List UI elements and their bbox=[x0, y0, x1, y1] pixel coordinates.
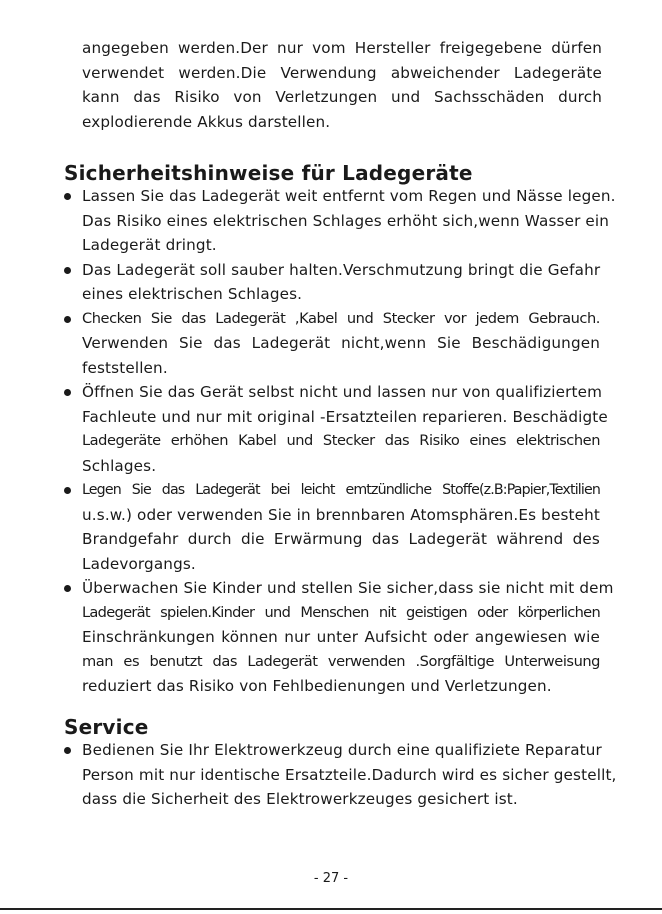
bullet-icon bbox=[64, 747, 71, 754]
intro-paragraph bbox=[82, 36, 602, 134]
list-item-line: Lassen Sie das Ladegerät weit entfernt vom Regen und Nässe legen. bbox=[82, 187, 616, 205]
page-number: - 27 - bbox=[313, 871, 349, 886]
bullet-icon bbox=[64, 316, 71, 323]
list-item-line: Ladegerät spielen.Kinder und Menschen nit geistigen oder körperlichen bbox=[82, 603, 600, 621]
list-item-line: reduziert das Risiko von Fehlbedienungen und Verletzungen. bbox=[82, 677, 552, 695]
list-item-line: dass die Sicherheit des Elektrowerkzeuges gesichert ist. bbox=[82, 790, 518, 808]
bullet-icon bbox=[64, 193, 71, 200]
list-item-line: Öffnen Sie das Gerät selbst nicht und lassen nur von qualifiziertem bbox=[82, 383, 603, 401]
intro-line: kann das Risiko von Verletzungen und Sachsschäden durch bbox=[82, 88, 602, 106]
list-item-line: Ladevorgangs. bbox=[82, 554, 196, 573]
list-item bbox=[64, 478, 600, 576]
list-item-line: Bedienen Sie Ihr Elektrowerkzeug durch eine qualifiziete Reparatur bbox=[82, 741, 602, 759]
list-item-line: man es benutzt das Ladegerät verwenden .Sorgfältige Unterweisung bbox=[82, 652, 600, 670]
list-item-line: Schlages. bbox=[82, 456, 157, 475]
list-item bbox=[64, 738, 617, 812]
list-item-line: Das Ladegerät soll sauber halten.Verschmutzung bringt die Gefahr bbox=[82, 260, 601, 279]
bullet-icon bbox=[64, 487, 71, 494]
list-item-line: Verwenden Sie das Ladegerät nicht,wenn Sie Beschädigungen bbox=[82, 334, 600, 352]
list-item-line: Brandgefahr durch die Erwärmung das Ladegerät während des bbox=[82, 530, 600, 548]
intro-line: verwendet werden.Die Verwendung abweichender Ladegeräte bbox=[82, 63, 602, 82]
list-item-line: Fachleute und nur mit original -Ersatzteilen reparieren. Beschädigte bbox=[82, 407, 608, 426]
list-item-line: Checken Sie das Ladegerät ,Kabel und Stecker vor jedem Gebrauch. bbox=[82, 309, 600, 327]
list-item-line: Einschränkungen können nur unter Aufsicht oder angewiesen wie bbox=[82, 628, 600, 646]
list-item bbox=[64, 184, 616, 258]
intro-line: explodierende Akkus darstellen. bbox=[82, 112, 331, 131]
list-item-line: Person mit nur identische Ersatzteile.Dadurch wird es sicher gestellt, bbox=[82, 765, 617, 784]
section-heading-charger-safety: Sicherheitshinweise für Ladegeräte bbox=[64, 161, 473, 185]
list-item bbox=[64, 576, 614, 699]
list-item bbox=[64, 258, 600, 307]
list-item bbox=[64, 380, 608, 478]
list-item bbox=[64, 307, 600, 381]
list-item-line: Legen Sie das Ladegerät bei leicht emtzündliche Stoffe(z.B:Papier,Textilien bbox=[82, 482, 600, 498]
bullet-icon bbox=[64, 267, 71, 274]
list-item-line: Überwachen Sie Kinder und stellen Sie sicher,dass sie nicht mit dem bbox=[82, 579, 614, 597]
charger-safety-list bbox=[64, 184, 616, 699]
section-heading-service: Service bbox=[64, 715, 149, 739]
list-item-line: feststellen. bbox=[82, 358, 168, 377]
bottom-divider bbox=[0, 908, 662, 910]
list-item-line: Das Risiko eines elektrischen Schlages erhöht sich,wenn Wasser ein bbox=[82, 211, 610, 230]
service-list bbox=[64, 738, 617, 812]
bullet-icon bbox=[64, 389, 71, 396]
list-item-line: eines elektrischen Schlages. bbox=[82, 285, 303, 303]
intro-line: angegeben werden.Der nur vom Hersteller freigegebene dürfen bbox=[82, 39, 602, 57]
bullet-icon bbox=[64, 585, 71, 592]
list-item-line: Ladegeräte erhöhen Kabel und Stecker das Risiko eines elektrischen bbox=[82, 432, 600, 449]
list-item-line: u.s.w.) oder verwenden Sie in brennbaren Atomsphären.Es besteht bbox=[82, 505, 600, 524]
list-item-line: Ladegerät dringt. bbox=[82, 236, 217, 254]
